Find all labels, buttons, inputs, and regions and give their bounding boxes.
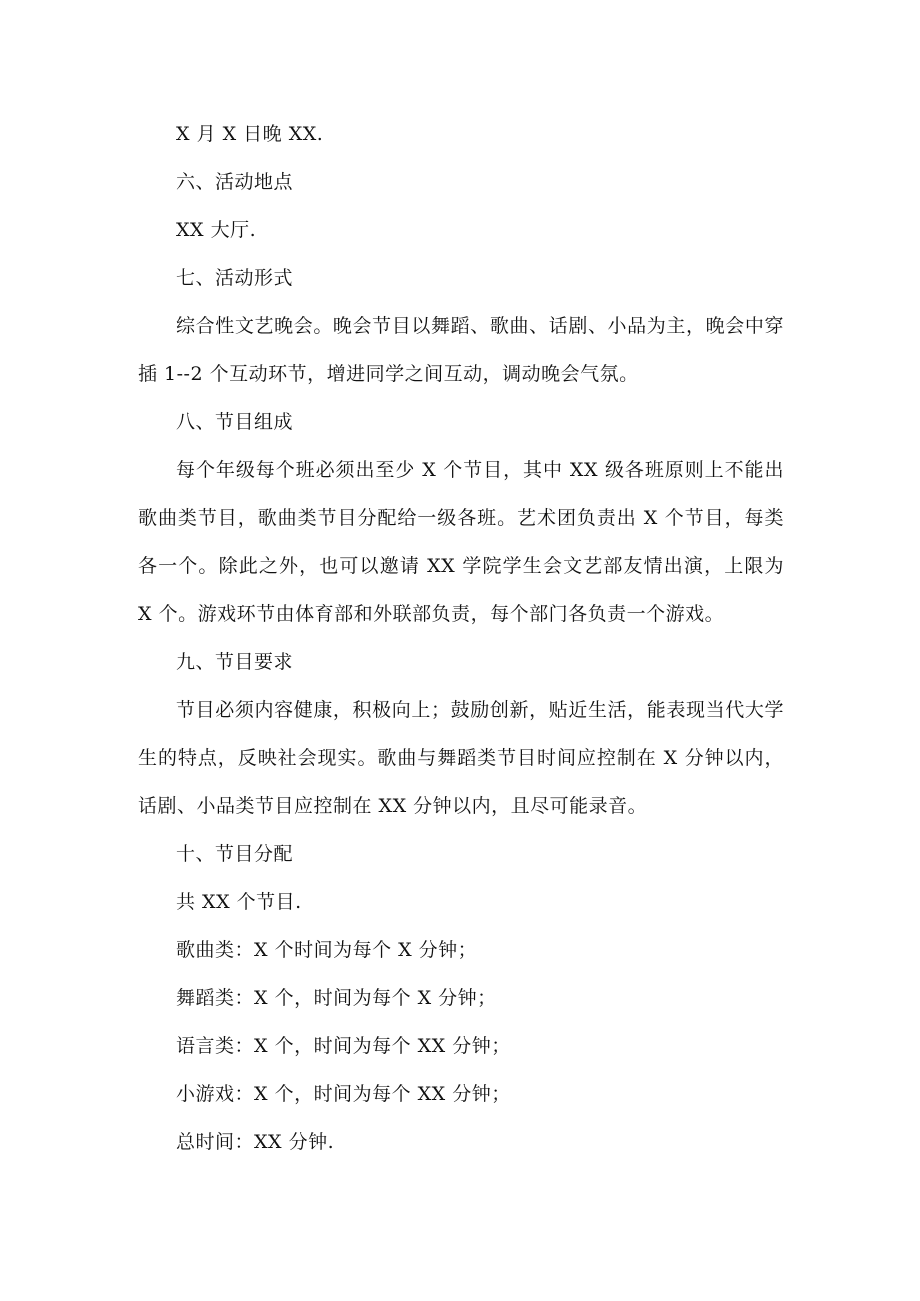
allocation-language: 语言类：X 个，时间为每个 XX 分钟； <box>176 1035 511 1057</box>
allocation-songs: 歌曲类：X 个时间为每个 X 分钟； <box>176 939 478 961</box>
venue-text: XX 大厅. <box>176 219 257 241</box>
heading-venue: 六、活动地点 <box>176 171 294 193</box>
heading-requirements: 九、节目要求 <box>176 651 294 673</box>
composition-paragraph: 每个年级每个班必须出至少 X 个节目，其中 XX 级各班原则上不能出歌曲类节目，歌曲类节目分配给一级各班。艺术团负责出 X 个节目，每类各一个。除此之外，也可以邀请 XX 学院学生会文艺部友情出演，上限为 X 个。游戏环节由体育部和外联部负责，每个部门各负责一个游戏。 <box>138 459 784 625</box>
format-paragraph: 综合性文艺晚会。晚会节目以舞蹈、歌曲、话剧、小品为主，晚会中穿插 1--2 个互动环节，增进同学之间互动，调动晚会气氛。 <box>138 315 784 385</box>
allocation-dance: 舞蹈类：X 个，时间为每个 X 分钟； <box>176 987 497 1009</box>
heading-allocation: 十、节目分配 <box>176 843 294 865</box>
allocation-total-programs: 共 XX 个节目. <box>176 891 302 913</box>
allocation-total-time: 总时间：XX 分钟. <box>176 1131 335 1153</box>
heading-format: 七、活动形式 <box>176 267 294 289</box>
requirements-paragraph: 节目必须内容健康，积极向上；鼓励创新，贴近生活，能表现当代大学生的特点，反映社会现实。歌曲与舞蹈类节目时间应控制在 X 分钟以内，话剧、小品类节目应控制在 XX 分钟以内，且尽可能录音。 <box>138 699 784 817</box>
event-time-text: X 月 X 日晚 XX. <box>176 123 324 145</box>
allocation-games: 小游戏：X 个，时间为每个 XX 分钟； <box>176 1083 511 1105</box>
heading-composition: 八、节目组成 <box>176 411 294 433</box>
document-body <box>138 110 784 1166</box>
